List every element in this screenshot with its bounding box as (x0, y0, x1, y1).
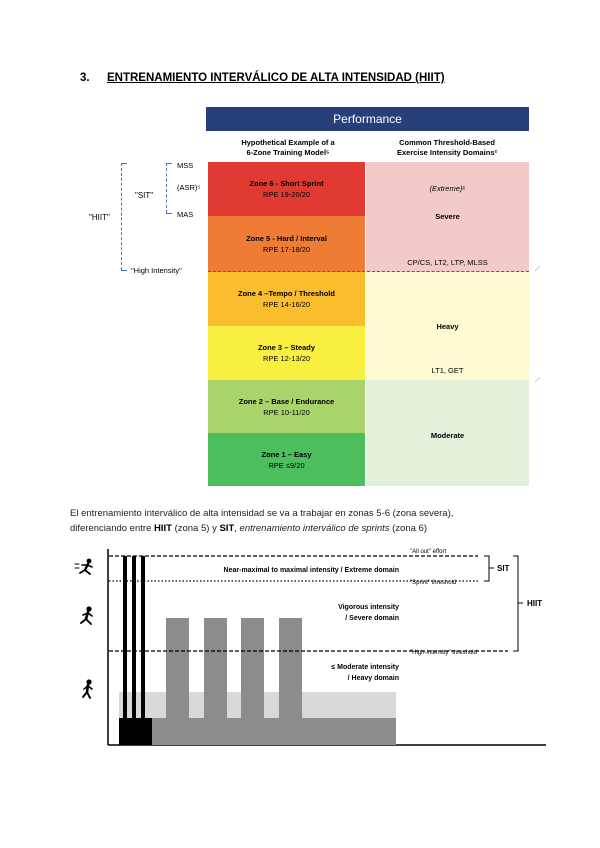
sprint-interval-term: entrenamiento interválico de sprints (239, 523, 390, 534)
domain-header-line-1: Common Threshold-Based (399, 138, 495, 147)
all-out-label: "All out" effort (410, 549, 447, 555)
hiit-bracket-label: HIIT (527, 599, 543, 608)
zone-model-header-line-1: Hypothetical Example of a (241, 138, 335, 147)
sprint-threshold-label: "Sprint" threshold (410, 580, 457, 586)
domain-header-line-2: Exercise Intensity Domains² (396, 148, 498, 157)
mss-label: MSS (177, 161, 194, 170)
sit-bracket-top (166, 163, 172, 164)
zone-model-header-line-2: 6-Zone Training Model⁵ (246, 148, 330, 157)
zone-5 (208, 216, 365, 272)
zone-6-rpe: RPE 19-20/20 (262, 190, 311, 199)
hiit-bracket (513, 556, 523, 651)
sit-bracket-label: SIT (497, 564, 510, 573)
hiit-bracket (121, 163, 122, 270)
sprint-base-block (119, 718, 152, 745)
zone-4-name: Zone 4 –Tempo / Threshold (238, 289, 335, 298)
jogger-icon (83, 679, 92, 698)
zone-4 (208, 272, 365, 326)
high-intensity-label: "High Intensity" (131, 266, 182, 275)
high-intensity-threshold-label: "High-intensity" threshold (410, 650, 477, 656)
severe-domain-line-1: Vigorous intensity (338, 604, 399, 611)
paragraph-line-1: El entrenamiento interválico de alta intensidad se va a trabajar en zonas 5-6 (zona severa), (70, 508, 454, 519)
heavy-domain-label: Heavy (436, 322, 459, 331)
hiit-interval-bar (204, 618, 227, 718)
zone-2 (208, 380, 365, 433)
zone-1-rpe: RPE ≤9/20 (268, 460, 305, 470)
severe-domain-line-2: / Severe domain (345, 615, 399, 622)
zone-6-name: Zone 6 - Short Sprint (249, 179, 324, 188)
zone-2-name: Zone 2 – Base / Endurance (238, 396, 335, 406)
zone-2-rpe: RPE 10-11/20 (263, 407, 310, 417)
sit-term: SIT (219, 523, 235, 534)
boundary-tick-icon: ⟋ (535, 266, 540, 273)
extreme-domain-label: Near-maximal to maximal intensity / Extreme domain (223, 567, 399, 574)
performance-banner: Performance (206, 107, 529, 131)
zone-3-rpe: RPE 12-13/20 (262, 354, 311, 363)
body-paragraph (70, 506, 540, 536)
hiit-interval-bar (241, 618, 264, 718)
section-number: 3. (80, 72, 90, 84)
heavy-threshold-markers: LT1, GET (431, 366, 464, 375)
heavy-domain-line-1: ≤ Moderate intensity (331, 664, 399, 671)
sit-bracket (484, 556, 494, 581)
sprinter-icon (75, 559, 92, 574)
sit-bracket (166, 163, 167, 213)
heavy-domain-line-2: / Heavy domain (347, 675, 399, 682)
mas-label: MAS (177, 210, 194, 219)
intensity-domain-figure (68, 545, 560, 755)
moderate-domain-label: Moderate (430, 431, 465, 440)
continuous-base-block (119, 718, 396, 745)
paragraph-text: (zona 6) (389, 523, 427, 534)
severe-heavy-boundary (208, 271, 529, 272)
sit-bracket-bottom (166, 213, 172, 214)
zone-model-header (210, 138, 366, 158)
hiit-interval-bar (279, 618, 302, 718)
zone-1 (208, 433, 365, 486)
severe-domain-label: Severe (435, 212, 460, 221)
zone-4-rpe: RPE 14-16/20 (262, 300, 311, 309)
domain-header (372, 138, 522, 158)
hiit-term: HIIT (153, 523, 172, 534)
hiit-bracket-top (121, 163, 127, 164)
section-heading (80, 72, 445, 84)
hiit-interval-bar (166, 618, 189, 718)
hiit-label: "HIIT" (89, 213, 110, 222)
hiit-bracket-bottom (121, 270, 127, 271)
zone-3-name: Zone 3 – Steady (257, 343, 316, 352)
boundary-tick-icon: ⟋ (535, 377, 540, 384)
sprint-bar (141, 556, 145, 718)
zone-1-name: Zone 1 – Easy (261, 449, 312, 459)
sprint-bar (123, 556, 127, 718)
sprint-bar (132, 556, 136, 718)
zone-5-name: Zone 5 - Hard / Interval (246, 234, 327, 243)
asr-label: (ASR)⁵ (177, 183, 201, 192)
zone-6 (208, 162, 365, 216)
paragraph-text: (zona 5) y (171, 523, 220, 534)
paragraph-text: , (234, 523, 240, 534)
zone-5-rpe: RPE 17-18/20 (262, 245, 311, 254)
severe-threshold-markers: CP/CS, LT2, LTP, MLSS (407, 258, 488, 267)
zone-3 (208, 326, 365, 380)
section-title: ENTRENAMIENTO INTERVÁLICO DE ALTA INTENSIDAD (HIIT) (107, 72, 445, 84)
sit-label: "SIT" (135, 191, 154, 200)
paragraph-text: diferenciando entre (70, 523, 154, 534)
runner-icon (81, 606, 92, 624)
extreme-domain-label: (Extreme)⁶ (429, 184, 466, 193)
